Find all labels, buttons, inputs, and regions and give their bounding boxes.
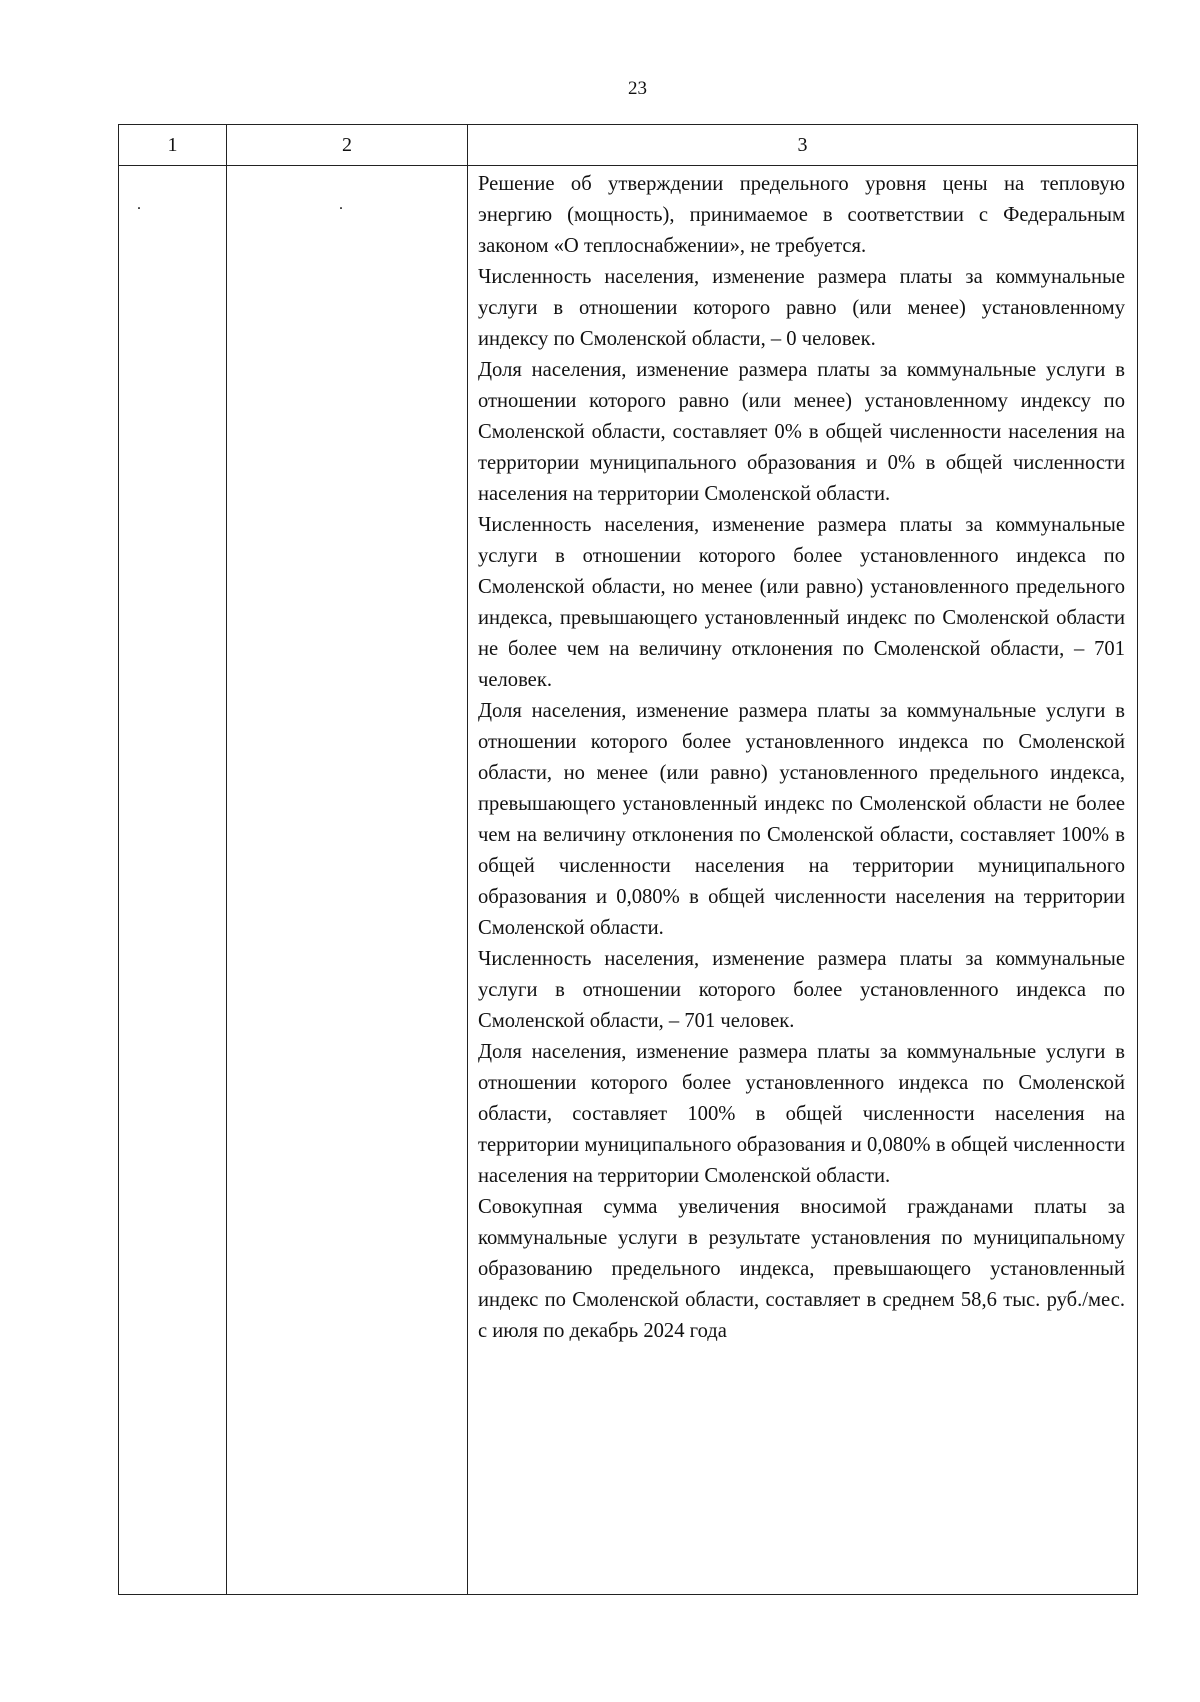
- paragraph-population-within-deviation: Численность населения, изменение размера платы за коммунальные услуги в отношении которого более установленного индекса по Смоленской области, но менее (или равно) установленного предельного индекса, превышающего установленный индекс по Смоленской области не более чем на величину отклонения по Смоленской области, – 701 человек.: [478, 514, 1125, 691]
- content-table: [118, 124, 1138, 1595]
- page-number: 23: [628, 78, 647, 99]
- paragraph-population-equal-index: Численность населения, изменение размера платы за коммунальные услуги в отношении которого равно (или менее) установленному индексу по Смоленской области, – 0 человек.: [478, 266, 1125, 350]
- paragraph-share-above-index: Доля населения, изменение размера платы за коммунальные услуги в отношении которого более установленного индекса по Смоленской области, составляет 100% в общей численности населения на территории муниципального образования и 0,080% в общей численности населения на территории Смоленской области.: [478, 1041, 1125, 1187]
- column-header-3: 3: [468, 125, 1138, 166]
- paragraph-total-increase-sum: Совокупная сумма увеличения вносимой гражданами платы за коммунальные услуги в результате установления по муниципальному образованию предельного индекса, превышающего установленный индекс по Смоленской области, составляет в среднем 58,6 тыс. руб./мес. с июля по декабрь 2024 года: [478, 1196, 1125, 1342]
- column-header-2: 2: [227, 125, 468, 166]
- column-1-mark: .: [137, 196, 141, 213]
- paragraph-population-above-index: Численность населения, изменение размера платы за коммунальные услуги в отношении которого более установленного индекса по Смоленской области, – 701 человек.: [478, 948, 1125, 1032]
- column-header-1: 1: [119, 125, 227, 166]
- column-2-mark: .: [339, 196, 343, 213]
- cell-column-3: [468, 166, 1138, 1595]
- paragraph-share-equal-index: Доля населения, изменение размера платы за коммунальные услуги в отношении которого равно (или менее) установленному индексу по Смоленской области, составляет 0% в общей численности населения на территории муниципального образования и 0% в общей численности населения на территории Смоленской области.: [478, 359, 1125, 505]
- cell-text-block: [468, 166, 1137, 1347]
- cell-column-1: [119, 166, 227, 1595]
- paragraph-heat-price-decision: Решение об утверждении предельного уровня цены на тепловую энергию (мощность), принимаемое в соответствии с Федеральным законом «О теплоснабжении», не требуется.: [478, 173, 1125, 257]
- table-row: [119, 166, 1138, 1595]
- paragraph-share-within-deviation: Доля населения, изменение размера платы за коммунальные услуги в отношении которого более установленного индекса по Смоленской области, но менее (или равно) установленного предельного индекса, превышающего установленный индекс по Смоленской области не более чем на величину отклонения по Смоленской области, составляет 100% в общей численности населения на территории муниципального образования и 0,080% в общей численности населения на территории Смоленской области.: [478, 700, 1125, 939]
- cell-column-2: [227, 166, 468, 1595]
- table-header-row: [119, 125, 1138, 166]
